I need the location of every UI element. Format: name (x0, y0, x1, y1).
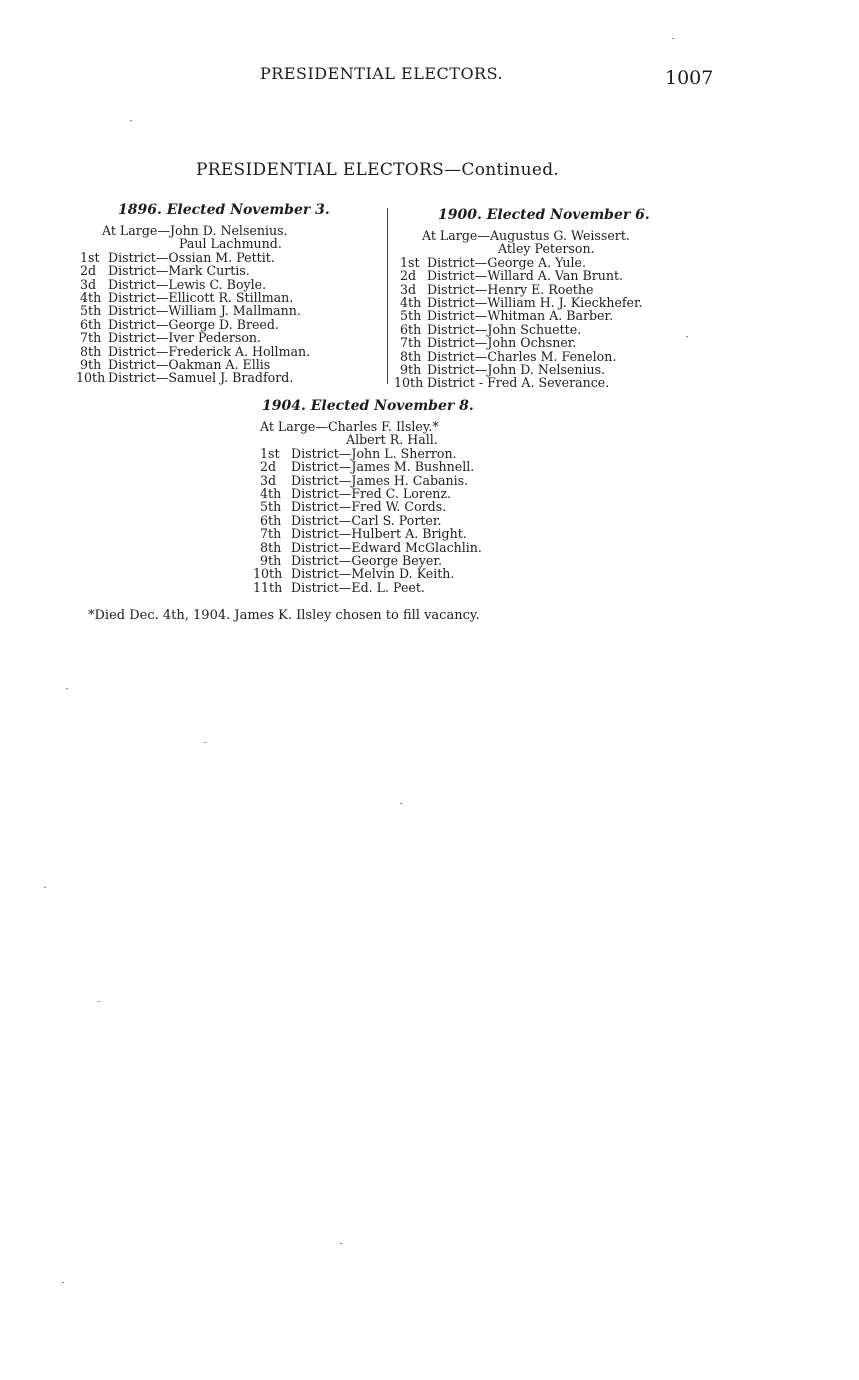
district-row (253, 567, 482, 580)
district-number: 10th (253, 566, 283, 582)
district-number: 9th (80, 357, 102, 373)
district-elector: District—John Schuette. (427, 321, 582, 337)
district-elector: District - Fred A. Severance. (427, 375, 610, 391)
district-elector: District—Ed. L. Peet. (291, 579, 425, 595)
district-elector: District—Melvin D. Keith. (291, 566, 455, 582)
district-number: 1st (400, 254, 420, 270)
page-number: 1007 (665, 67, 714, 89)
district-number: 2d (80, 263, 97, 279)
election-1896-list (76, 223, 311, 386)
district-elector: District—George Beyer. (291, 553, 442, 569)
scan-speck (66, 688, 68, 689)
district-row (394, 376, 643, 389)
district-elector: District—George D. Breed. (108, 316, 279, 332)
district-row (400, 350, 643, 363)
district-number: 9th (400, 362, 422, 378)
at-large-row (400, 229, 643, 242)
district-elector: District—Henry E. Roethe (427, 281, 594, 297)
district-row (80, 304, 310, 317)
district-row (76, 371, 310, 384)
district-elector: District—Samuel J. Bradford. (108, 370, 294, 386)
district-number: 2d (400, 268, 417, 284)
district-row (400, 323, 643, 336)
at-large-elector: Albert R. Hall. (346, 432, 438, 448)
section-title: PRESIDENTIAL ELECTORS—Continued. (196, 160, 560, 180)
scan-speck (62, 1282, 64, 1283)
at-large-label: At Large— (422, 228, 490, 243)
scan-speck (98, 1001, 100, 1002)
district-elector: District—Lewis C. Boyle. (108, 276, 267, 292)
district-elector: District—Oakman A. Ellis (108, 357, 271, 373)
district-number: 1st (80, 249, 100, 265)
district-number: 8th (80, 343, 102, 359)
district-elector: District—Charles M. Fenelon. (427, 348, 617, 364)
scan-speck (44, 887, 46, 888)
district-elector: District—Fred W. Cords. (291, 499, 447, 515)
district-number: 8th (260, 539, 282, 555)
district-row (80, 251, 310, 264)
district-elector: District—William J. Mallmann. (108, 303, 301, 319)
district-number: 6th (400, 321, 422, 337)
district-row (80, 358, 310, 371)
district-elector: District—Iver Pederson. (108, 330, 262, 346)
district-number: 5th (400, 308, 422, 324)
at-large-row (80, 224, 310, 237)
scan-speck (204, 742, 206, 743)
district-number: 11th (253, 579, 283, 595)
district-row (400, 363, 643, 376)
district-row (260, 514, 482, 527)
election-1900-heading: 1900. Elected November 6. (438, 207, 650, 223)
district-number: 9th (260, 553, 282, 569)
district-elector: District—Whitman A. Barber. (427, 308, 614, 324)
district-number: 3d (80, 276, 97, 292)
election-1904-list (253, 419, 482, 595)
district-row (80, 331, 310, 344)
district-row (400, 309, 643, 322)
district-elector: District—John Ochsner. (427, 335, 577, 351)
scan-speck (340, 1243, 342, 1244)
district-number: 4th (80, 290, 102, 306)
at-large-elector: Augustus G. Weissert. (489, 228, 630, 243)
district-row (80, 318, 310, 331)
district-number: 3d (400, 281, 417, 297)
district-number: 3d (260, 472, 277, 488)
at-large-elector: Charles F. Ilsley.* (327, 419, 439, 434)
district-elector: District—Fred C. Lorenz. (291, 486, 452, 502)
scan-speck (130, 120, 132, 121)
district-elector: District—Ossian M. Pettit. (108, 249, 275, 265)
footnote: *Died Dec. 4th, 1904. James K. Ilsley chosen to fill vacancy. (88, 608, 480, 623)
district-number: 10th (394, 375, 424, 391)
district-number: 8th (400, 348, 422, 364)
district-number: 7th (80, 330, 102, 346)
district-row (260, 527, 482, 540)
district-number: 10th (76, 370, 106, 386)
district-row (260, 500, 482, 513)
district-number: 6th (80, 316, 102, 332)
district-row (80, 345, 310, 358)
district-elector: District—James M. Bushnell. (291, 459, 475, 475)
scan-speck (686, 336, 688, 337)
district-number: 5th (80, 303, 102, 319)
district-number: 5th (260, 499, 282, 515)
district-row (80, 291, 310, 304)
district-elector: District—Mark Curtis. (108, 263, 250, 279)
district-number: 7th (260, 526, 282, 542)
district-row (253, 581, 482, 594)
at-large-label: At Large— (102, 223, 170, 238)
scan-speck (672, 38, 674, 39)
running-head: PRESIDENTIAL ELECTORS. (260, 64, 504, 83)
district-elector: District—James H. Cabanis. (291, 472, 469, 488)
column-divider (387, 208, 388, 384)
district-row (260, 541, 482, 554)
at-large-row (260, 420, 482, 433)
election-1904-heading: 1904. Elected November 8. (262, 398, 474, 414)
district-row (400, 296, 643, 309)
district-elector: District—Ellicott R. Stillman. (108, 290, 294, 306)
district-row (80, 264, 310, 277)
district-number: 4th (260, 486, 282, 502)
district-row (260, 460, 482, 473)
district-elector: District—Edward McGlachlin. (291, 539, 482, 555)
at-large-elector: Atley Peterson. (498, 241, 595, 257)
election-1896-heading: 1896. Elected November 3. (118, 202, 330, 218)
district-elector: District—Frederick A. Hollman. (108, 343, 311, 359)
district-row (260, 474, 482, 487)
district-number: 1st (260, 445, 280, 461)
at-large-label: At Large— (260, 419, 328, 434)
district-number: 6th (260, 512, 282, 528)
district-elector: District—George A. Yule. (427, 254, 586, 270)
district-number: 2d (260, 459, 277, 475)
election-1900-list (394, 228, 643, 391)
district-elector: District—William H. J. Kieckhefer. (427, 295, 643, 311)
district-row (260, 447, 482, 460)
district-elector: District—John L. Sherron. (291, 445, 457, 461)
district-row (260, 554, 482, 567)
district-row (400, 269, 643, 282)
district-row (400, 256, 643, 269)
district-elector: District—Willard A. Van Brunt. (427, 268, 624, 284)
scan-speck (400, 803, 402, 804)
district-elector: District—Hulbert A. Bright. (291, 526, 467, 542)
district-number: 4th (400, 295, 422, 311)
district-row (400, 336, 643, 349)
at-large-elector: Paul Lachmund. (179, 236, 282, 252)
at-large-elector: John D. Nelsenius. (169, 223, 288, 238)
district-row (400, 283, 643, 296)
district-elector: District—Carl S. Porter. (291, 512, 442, 528)
district-row (260, 487, 482, 500)
district-number: 7th (400, 335, 422, 351)
district-elector: District—John D. Nelsenius. (427, 362, 606, 378)
district-row (80, 278, 310, 291)
